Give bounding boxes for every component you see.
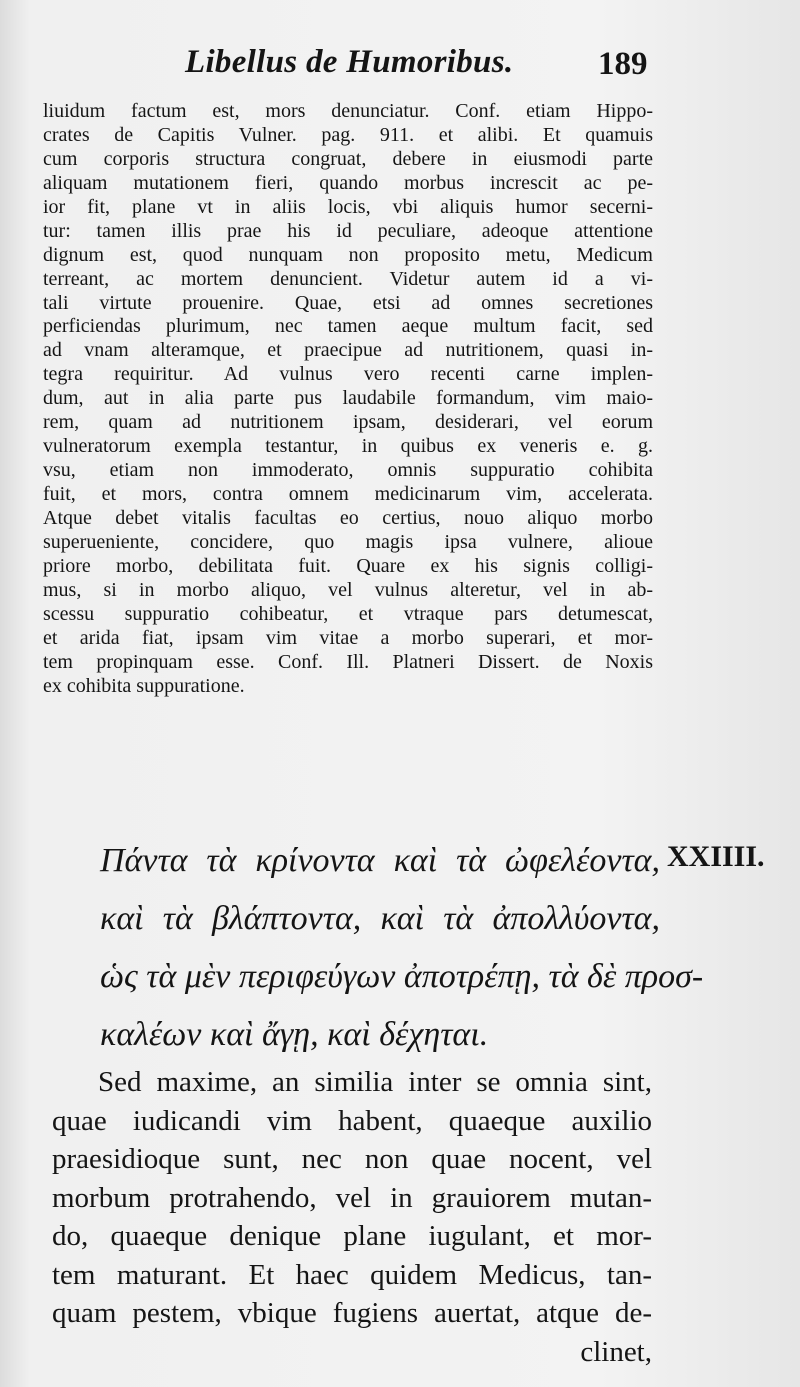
commentary-paragraph [43, 100, 653, 698]
text-line: rem, quam ad nutritionem ipsam, desiderari, vel eorum [43, 411, 653, 434]
text-line: dignum est, quod nunquam non proposito metu, Medicum [43, 243, 653, 266]
page-header [0, 42, 800, 92]
text-line: perficiendas plurimum, nec tamen aeque multum facit, sed [43, 315, 653, 338]
greek-aphorism [100, 832, 704, 1064]
latin-line: quae iudicandi vim habent, quaeque auxilio [52, 1104, 652, 1137]
latin-line: morbum protrahendo, vel in grauiorem mutan- [52, 1181, 652, 1214]
text-line: tem propinquam esse. Conf. Ill. Platneri Dissert. de Noxis [43, 650, 653, 673]
text-line: scessu suppuratio cohibeatur, et vtraque pars detumescat, [43, 602, 653, 625]
text-line: aliquam mutationem fieri, quando morbus increscit ac pe- [43, 171, 653, 194]
text-line: dum, aut in alia parte pus laudabile formandum, vim maio- [43, 387, 653, 410]
latin-line: clinet, [580, 1335, 652, 1368]
latin-line: Sed maxime, an similia inter se omnia sint, [98, 1066, 652, 1098]
text-line: vulneratorum exempla testantur, in quibus ex veneris e. g. [43, 435, 653, 458]
text-line: tegra requiritur. Ad vulnus vero recenti carne implen- [43, 363, 653, 386]
greek-line: καὶ τὰ βλάπτοντα, καὶ τὰ ἀπολλύοντα, [100, 900, 660, 937]
greek-line: ὡς τὰ μὲν περιφεύγων ἀποτρέπῃ, τὰ δὲ προσ- [100, 958, 704, 995]
text-line: fuit, et mors, contra omnem medicinarum vim, accelerata. [43, 483, 653, 505]
text-line: liuidum factum est, mors denunciatur. Conf. etiam Hippo- [43, 100, 653, 122]
text-line: ior fit, plane vt in aliis locis, vbi aliquis humor secerni- [43, 195, 653, 218]
greek-line: καλέων καὶ ἄγῃ, καὶ δέχηται. [100, 1016, 489, 1053]
text-line: cum corporis structura congruat, debere in eiusmodi parte [43, 147, 653, 170]
text-line: priore morbo, debilitata fuit. Quare ex his signis colligi- [43, 554, 653, 577]
text-line: superueniente, concidere, quo magis ipsa vulnere, alioue [43, 530, 653, 553]
running-title: Libellus de Humoribus. [185, 44, 514, 80]
text-line: tali virtute prouenire. Quae, etsi ad omnes secretiones [43, 291, 653, 314]
text-line: vsu, etiam non immoderato, omnis suppuratio cohibita [43, 459, 653, 482]
greek-line: Πάντα τὰ κρίνοντα καὶ τὰ ὠφελέοντα, [100, 842, 660, 879]
text-line: mus, si in morbo aliquo, vel vulnus alteretur, vel in ab- [43, 578, 653, 601]
text-line: Atque debet vitalis facultas eo certius, nouo aliquo morbo [43, 506, 653, 529]
text-line: crates de Capitis Vulner. pag. 911. et alibi. Et quamuis [43, 123, 653, 146]
text-line: tur: tamen illis prae his id peculiare, adeoque attentione [43, 219, 653, 242]
text-line: ad vnam alteramque, et praecipue ad nutritionem, quasi in- [43, 339, 653, 362]
latin-line: do, quaeque denique plane iugulant, et mor- [52, 1220, 652, 1252]
aphorism-number: XXIIII. [667, 840, 765, 873]
text-line: et arida fiat, ipsam vim vitae a morbo superari, et mor- [43, 626, 653, 649]
page-number: 189 [598, 46, 648, 82]
text-line: ex cohibita suppuratione. [43, 674, 245, 697]
latin-line: praesidioque sunt, nec non quae nocent, vel [52, 1143, 652, 1175]
latin-line: quam pestem, vbique fugiens auertat, atque de- [52, 1297, 652, 1329]
latin-line: tem maturant. Et haec quidem Medicus, tan- [52, 1258, 652, 1291]
latin-translation [52, 1063, 652, 1371]
text-line: terreant, ac mortem denuncient. Videtur autem id a vi- [43, 267, 653, 290]
